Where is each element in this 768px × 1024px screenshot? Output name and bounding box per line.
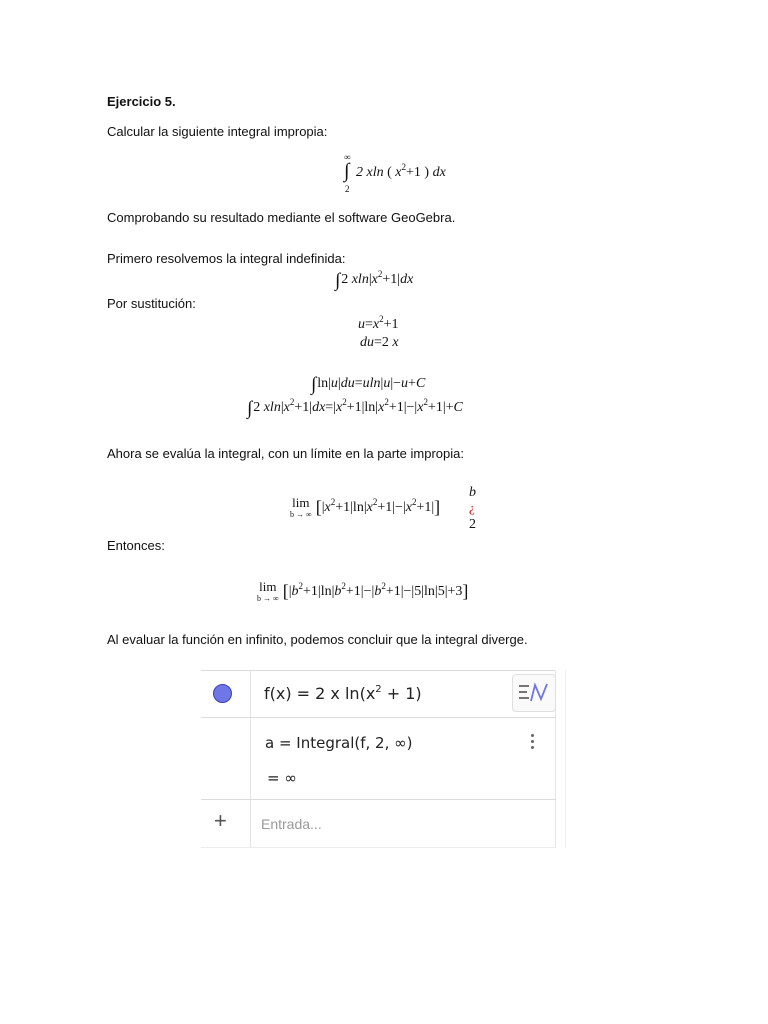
log-integral-formula: ∫ln|u|du=uln|u|−u+C — [311, 374, 426, 395]
integral-sign: ∫ — [344, 160, 350, 182]
function-definition[interactable]: f(x) = 2 x $\ln(x^2 + 1)$ — [264, 684, 422, 703]
integral-expression: 2 xln ( $x^2+1$ ) dx — [356, 162, 446, 180]
input-bar[interactable]: Entrada... — [261, 816, 322, 832]
integral-upper-limit: ∞ — [344, 152, 351, 162]
limit-lower-2: 2 — [469, 517, 476, 532]
evaluation-paragraph: Ahora se evalúa la integral, con un límite en la parte impropia: — [107, 446, 464, 461]
limit-error-mark: ¿ — [469, 500, 475, 515]
divider — [201, 717, 556, 718]
intro-paragraph: Calcular la siguiente integral impropia: — [107, 124, 328, 139]
limit-expression-1: lim b → ∞ $[|x^2+1|\ln|x^2+1|-|x^2+1|]$ — [290, 495, 441, 519]
substitution-paragraph: Por sustitución: — [107, 296, 196, 311]
more-options-icon[interactable] — [531, 734, 535, 752]
geogebra-algebra-view — [201, 670, 568, 848]
divider — [201, 847, 556, 848]
exercise-heading: Ejercicio 5. — [107, 94, 176, 109]
substitution-du: du=2 x — [360, 335, 399, 350]
substitution-u: $u=x^2+1$ — [358, 314, 399, 332]
indefinite-paragraph: Primero resolvemos la integral indefinida: — [107, 251, 346, 266]
divider — [201, 670, 556, 671]
visibility-toggle-icon[interactable] — [213, 684, 232, 703]
algebra-graph-toggle-button[interactable] — [512, 674, 556, 712]
divider — [201, 799, 556, 800]
indefinite-integral: ∫2 $xln|x^2+1|dx$ — [335, 269, 414, 291]
algebra-graph-toggle-icon — [513, 675, 555, 711]
geogebra-paragraph: Comprobando su resultado mediante el software GeoGebra. — [107, 210, 456, 225]
divider — [565, 670, 566, 848]
then-paragraph: Entonces: — [107, 538, 165, 553]
limit-expression-2: lim b → ∞ $[|b^2+1|\ln|b^2+1|-|b^2+1|-|5|\ln|5|+3]$ — [257, 579, 469, 603]
add-item-icon[interactable]: + — [214, 808, 227, 833]
conclusion-paragraph: Al evaluar la función en infinito, podemos concluir que la integral diverge. — [107, 632, 528, 647]
antiderivative-result: ∫2 $xln|x^2+1|dx=|x^2+1|\ln|x^2+1|-|x^2+1|+C$ — [247, 397, 463, 419]
integral-lower-limit: 2 — [345, 184, 350, 194]
integral-command[interactable]: a = Integral(f, 2, ∞) — [265, 734, 413, 752]
limit-upper-b: b — [469, 485, 476, 500]
integral-result: = ∞ — [267, 769, 297, 787]
